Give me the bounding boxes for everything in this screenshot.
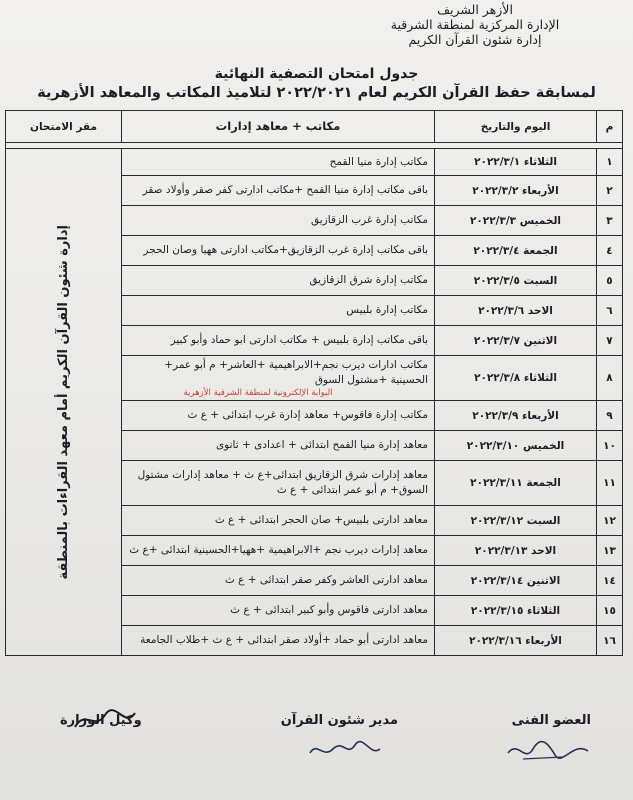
row-entities-text: مكاتب إدارة غرب الزقازيق (311, 214, 428, 226)
row-number: ١١ (597, 461, 623, 506)
row-number: ١٢ (597, 506, 623, 536)
letterhead (345, 2, 605, 47)
row-number: ٧ (597, 326, 623, 356)
row-date: الاحد ٢٠٢٢/٣/١٣ (435, 536, 597, 566)
row-entities (122, 506, 435, 536)
row-entities (122, 176, 435, 206)
signature-title-deputy: وكيل الوزارة (60, 713, 142, 728)
row-date: الأربعاء ٢٠٢٢/٣/٢ (435, 176, 597, 206)
row-date: الجمعة ٢٠٢٢/٣/٤ (435, 236, 597, 266)
row-entities (122, 326, 435, 356)
row-entities-text: باقى مكاتب إدارة منيا القمح +مكاتب ادارتى كفر صقر وأولاد صقر (142, 184, 428, 196)
header-location: مقر الامتحان (6, 111, 122, 143)
row-entities-text: مكاتب ادارات ديرب نجم+الابراهيمية +العاشر+ م أبو عمر+ الحسينية +مشتول السوق (164, 359, 428, 386)
header-entities: مكاتب + معاهد إدارات (122, 111, 435, 143)
row-number: ١٦ (597, 626, 623, 656)
row-number: ٩ (597, 401, 623, 431)
row-date: الأربعاء ٢٠٢٢/٣/٩ (435, 401, 597, 431)
row-date: الأربعاء ٢٠٢٢/٣/١٦ (435, 626, 597, 656)
letterhead-line-2: الإدارة المركزية لمنطقة الشرقية (390, 17, 560, 32)
row-number: ٥ (597, 266, 623, 296)
row-entities-text: باقى مكاتب إدارة غرب الزقازيق+مكاتب ادارتى ههيا وصان الحجر (143, 244, 428, 256)
row-entities (122, 431, 435, 461)
row-entities-text: مكاتب إدارة منيا القمح (329, 155, 428, 168)
exam-schedule-table (5, 110, 623, 656)
row-date: الاحد ٢٠٢٢/٣/٦ (435, 296, 597, 326)
row-entities (122, 626, 435, 656)
row-entities-text: معاهد إدارات ديرب نجم +الابراهيمية +ههيا+الحسينية ابتدائى +ع ث (129, 544, 428, 556)
row-entities (122, 236, 435, 266)
row-entities (122, 149, 435, 176)
row-number: ٦ (597, 296, 623, 326)
header-num: م (597, 111, 623, 143)
row-number: ٣ (597, 206, 623, 236)
row-date: الثلاثاء ٢٠٢٢/٣/٨ (435, 356, 597, 401)
row-entities (122, 356, 435, 401)
row-number: ١٠ (597, 431, 623, 461)
signature-title-member: العضو الفنى (511, 713, 591, 728)
row-entities-text: معاهد ادارتى فاقوس وأبو كبير ابتدائى + ع ث (230, 604, 428, 616)
letterhead-line-1: الأزهر الشريف (437, 2, 513, 17)
letterhead-line-3: إدارة شئون القرآن الكريم (408, 32, 542, 47)
row-date: الثلاثاء ٢٠٢٢/٣/١ (435, 149, 597, 176)
table-body (6, 149, 623, 656)
row-number: ١٥ (597, 596, 623, 626)
header-date: اليوم والتاريخ (435, 111, 597, 143)
row-date: الاثنين ٢٠٢٢/٣/٧ (435, 326, 597, 356)
row-number: ١ (597, 149, 623, 176)
row-date: الاثنين ٢٠٢٢/٣/١٤ (435, 566, 597, 596)
row-number: ١٤ (597, 566, 623, 596)
row-number: ٨ (597, 356, 623, 401)
row-entities-text: معاهد ادارتى أبو حماد +أولاد صقر ابتدائى + ع ث +طلاب الجامعة (140, 634, 428, 646)
row-entities (122, 596, 435, 626)
row-entities (122, 206, 435, 236)
row-entities (122, 536, 435, 566)
member-signature (503, 735, 593, 765)
row-number: ١٣ (597, 536, 623, 566)
row-entities (122, 566, 435, 596)
row-entities (122, 401, 435, 431)
row-date: الخميس ٢٠٢٢/٣/١٠ (435, 431, 597, 461)
table-row (6, 149, 623, 176)
watermark-text: البوابة الإلكترونية لمنطقة الشرقية الأزهرية (183, 388, 333, 398)
row-date: السبت ٢٠٢٢/٣/٥ (435, 266, 597, 296)
row-entities-text: مكاتب إدارة بلبيس (346, 304, 428, 316)
row-entities-text: مكاتب إدارة فاقوس+ معاهد إدارة غرب ابتدائى + ع ث (187, 409, 428, 421)
row-entities-text: معاهد ادارتى العاشر وكفر صقر ابتدائى + ع ث (224, 574, 428, 586)
signatures (0, 705, 633, 800)
deputy-signature (70, 705, 140, 735)
document-subtitle: لمسابقة حفظ القرآن الكريم لعام ٢٠٢٢/٢٠٢١ لتلاميذ المكاتب والمعاهد الأزهرية (37, 85, 596, 101)
row-entities-text: معاهد ادارتى بلبيس+ صان الحجر ابتدائى + ع ث (214, 514, 428, 526)
row-entities (122, 461, 435, 506)
row-entities-text: باقى مكاتب إدارة بلبيس + مكاتب ادارتى ابو حماد وأبو كبير (170, 334, 428, 346)
row-date: الثلاثاء ٢٠٢٢/٣/١٥ (435, 596, 597, 626)
signature-title-director: مدير شئون القرآن (280, 713, 398, 728)
row-entities-text: معاهد إدارات شرق الزقازيق ابتدائى+ع ث + معاهد إدارات مشتول السوق+ م أبو عمر ابتدائى + ع ث (137, 469, 428, 496)
exam-location-cell (6, 149, 122, 656)
row-entities (122, 266, 435, 296)
director-signature (305, 737, 385, 763)
row-entities-text: مكاتب إدارة شرق الزقازيق (309, 274, 428, 286)
row-number: ٢ (597, 176, 623, 206)
exam-location-text: إدارة شئون القرآن الكريم أمام معهد القراءات بالمنطقة (56, 224, 71, 580)
row-number: ٤ (597, 236, 623, 266)
document-title: جدول امتحان التصفية النهائية (214, 66, 419, 82)
row-entities (122, 296, 435, 326)
row-entities-text: معاهد إدارة منيا القمح ابتدائى + اعدادى + ثانوى (215, 439, 428, 451)
row-date: الخميس ٢٠٢٢/٣/٣ (435, 206, 597, 236)
row-date: الجمعة ٢٠٢٢/٣/١١ (435, 461, 597, 506)
row-date: السبت ٢٠٢٢/٣/١٢ (435, 506, 597, 536)
table-header-row (6, 111, 623, 143)
